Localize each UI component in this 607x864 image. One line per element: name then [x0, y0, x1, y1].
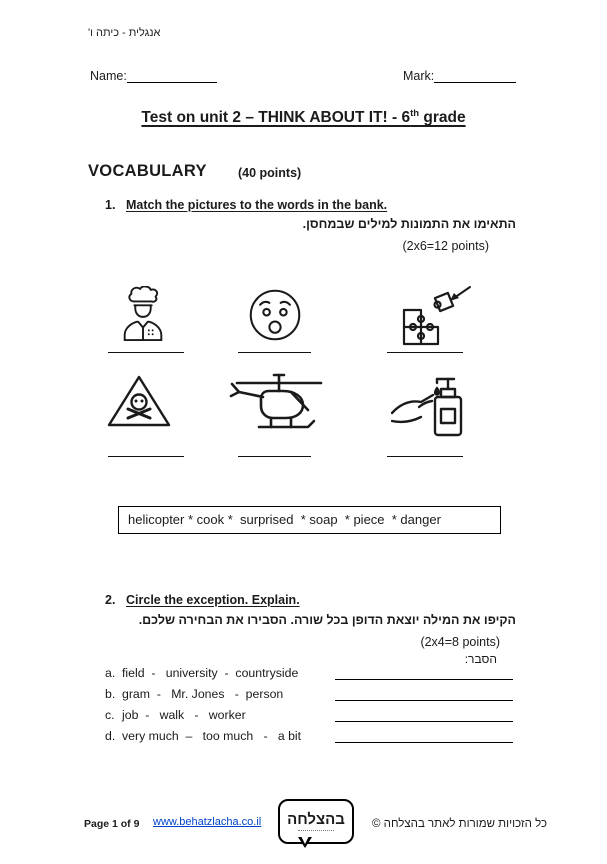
q2-item-letter: b. [105, 687, 116, 701]
name-label: Name: [90, 69, 127, 83]
page-number: Page 1 of 9 [84, 818, 140, 830]
vocabulary-points: (40 points) [238, 166, 302, 180]
q2-item-text: field - university - countryside [122, 666, 299, 680]
helicopter-icon [229, 370, 329, 434]
picture-answer-line[interactable] [108, 352, 184, 353]
logo-text: בהצלחה [287, 811, 345, 828]
q2-answer-line[interactable] [335, 700, 513, 701]
website-link[interactable]: www.behatzlacha.co.il [153, 816, 262, 828]
danger-sign-icon [103, 371, 175, 429]
title-superscript: th [410, 108, 420, 119]
picture-cell [103, 371, 175, 429]
page-title [0, 108, 607, 127]
behatzlacha-logo [278, 799, 354, 844]
title-tail: grade [419, 109, 466, 127]
q1-instruction-he: התאימו את התמונות למילים שבמחסן. [302, 217, 516, 231]
q1-points: (2x6=12 points) [402, 239, 489, 253]
logo-tagline [298, 830, 334, 831]
picture-cell [229, 370, 329, 434]
picture-answer-line[interactable] [387, 456, 463, 457]
q2-item-text: gram - Mr. Jones - person [122, 687, 284, 701]
q2-instruction-he: הקיפו את המילה יוצאת הדופן בכל שורה. הסבירו את הבחירה שלכם. [138, 613, 516, 627]
picture-cell [391, 371, 471, 441]
q2-instruction-en: Circle the exception. Explain. [126, 593, 300, 607]
puzzle-piece-icon [396, 283, 472, 347]
picture-cell [396, 283, 472, 347]
picture-answer-line[interactable] [387, 352, 463, 353]
q2-item-letter: c. [105, 708, 115, 722]
q2-number: 2. [105, 593, 116, 607]
q2-answer-line[interactable] [335, 721, 513, 722]
q1-instruction-en: Match the pictures to the words in the bank. [126, 198, 388, 212]
mark-label: Mark: [403, 69, 435, 83]
name-blank-line[interactable] [127, 69, 217, 83]
picture-cell [116, 286, 170, 342]
word-bank: helicopter * cook * surprised * soap * piece * danger [118, 506, 501, 534]
soap-dispenser-icon [391, 371, 471, 441]
mark-blank-line[interactable] [434, 69, 516, 83]
copyright-notice: כל הזכויות שמורות לאתר בהצלחה © [372, 818, 547, 830]
q2-item-letter: d. [105, 729, 116, 743]
picture-cell [247, 287, 303, 343]
picture-answer-line[interactable] [238, 456, 311, 457]
q2-item-text: job - walk - worker [122, 708, 246, 722]
q1-number: 1. [105, 198, 116, 212]
picture-answer-line[interactable] [238, 352, 311, 353]
q2-points: (2x4=8 points) [420, 635, 500, 649]
q2-item-text: very much – too much - a bit [122, 729, 302, 743]
name-field [90, 69, 217, 83]
title-main: Test on unit 2 – THINK ABOUT IT! - 6 [141, 109, 411, 127]
picture-answer-line[interactable] [108, 456, 184, 457]
q2-answer-line[interactable] [335, 679, 513, 680]
chef-cook-icon [116, 286, 170, 342]
section-heading-vocabulary: VOCABULARY [88, 162, 207, 180]
q2-explain-label: הסבר: [464, 652, 497, 666]
q2-answer-line[interactable] [335, 742, 513, 743]
surprised-face-icon [247, 287, 303, 343]
mark-field [403, 69, 516, 83]
course-label: אנגלית - כיתה ו' [88, 27, 161, 39]
q2-item-letter: a. [105, 666, 116, 680]
